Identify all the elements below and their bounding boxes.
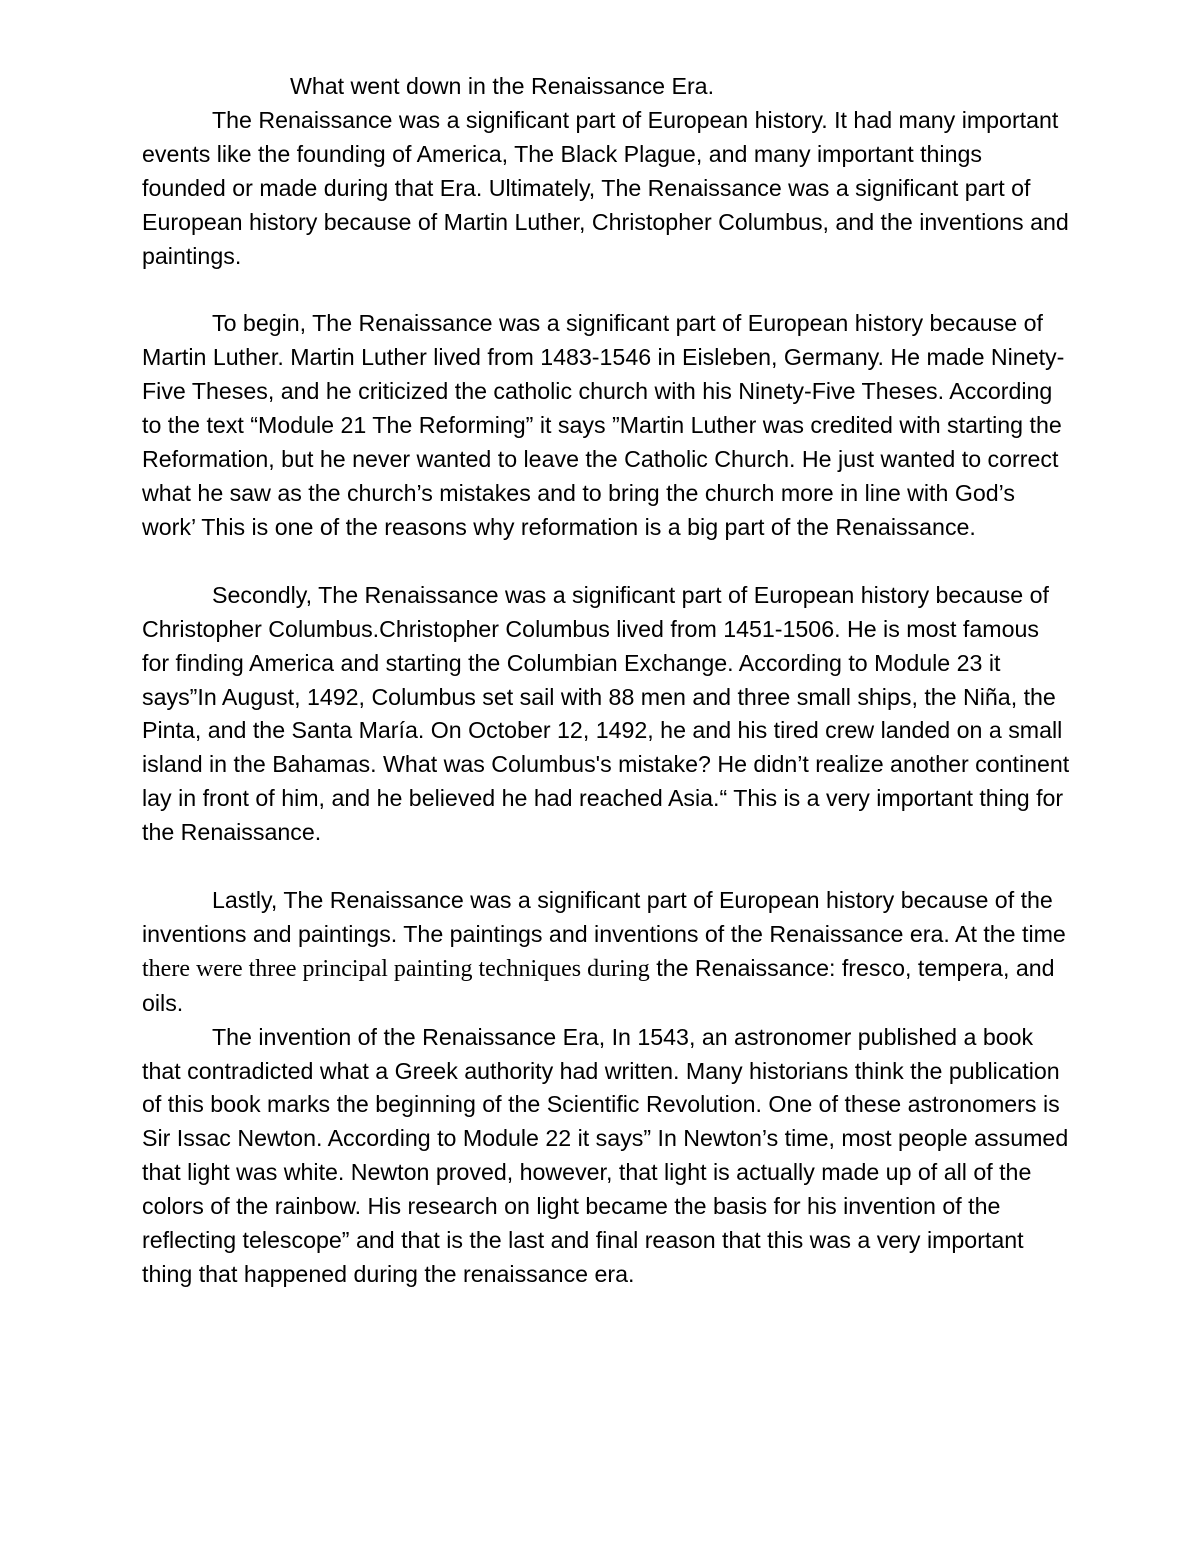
- paragraph-spacer: [142, 273, 1072, 307]
- inventions-paintings-paragraph: [142, 884, 1072, 1021]
- paragraph-spacer: [142, 850, 1072, 884]
- newton-paragraph: The invention of the Renaissance Era, In 1543, an astronomer published a book that contradicted what a Greek authority had written. Many historians think the publication of this book marks the beginning of the Scientific Revolution. One of these astronomers is Sir Issac Newton. According to Module 22 it says” In Newton’s time, most people assumed that light was white. Newton proved, however, that light is actually made up of all of the colors of the rainbow. His research on light became the basis for his invention of the reflecting telescope” and that is the last and final reason that this was a very important thing that happened during the renaissance era.: [142, 1023, 1069, 1287]
- paragraph-spacer: [142, 545, 1072, 579]
- painting-techniques-text: there were three principal painting techniques during: [142, 955, 650, 982]
- intro-paragraph: The Renaissance was a significant part of European history. It had many important events like the founding of America, The Black Plague, and many important things founded or made during that Era. Ultimately, The Renaissance was a significant part of European history because of Martin Luther, Christopher Columbus, and the inventions and paintings.: [142, 106, 1069, 269]
- document-title: What went down in the Renaissance Era.: [289, 73, 715, 99]
- columbus-paragraph: Secondly, The Renaissance was a significant part of European history because of Christopher Columbus.Christopher Columbus lived from 1451-1506. He is most famous for finding America and starting the Columbian Exchange. According to Module 23 it says”In August, 1492, Columbus set sail with 88 men and three small ships, the Niña, the Pinta, and the Santa María. On October 12, 1492, he and his tired crew landed on a small island in the Bahamas. What was Columbus's mistake? He didn’t realize another continent lay in front of him, and he believed he had reached Asia.“ This is a very important thing for the Renaissance.: [142, 581, 1070, 846]
- document-body: [142, 70, 1072, 1292]
- martin-luther-paragraph: To begin, The Renaissance was a significant part of European history because of Martin Luther. Martin Luther lived from 1483-1546 in Eisleben, Germany. He made Ninety-Five Theses, and he criticized the catholic church with his Ninety-Five Theses. According to the text “Module 21 The Reforming” it says ”Martin Luther was credited with starting the Reformation, but he never wanted to leave the Catholic Church. He just wanted to correct what he saw as the church’s mistakes and to bring the church more in line with God’s work’ This is one of the reasons why reformation is a big part of the Renaissance.: [142, 310, 1065, 540]
- inventions-text-start: Lastly, The Renaissance was a significant part of European history because of the inventions and paintings. The paintings and inventions of the Renaissance era. At the time: [142, 887, 1066, 947]
- inventions-text-end: the Renaissance: fresco, tempera, and oils.: [142, 954, 1055, 1016]
